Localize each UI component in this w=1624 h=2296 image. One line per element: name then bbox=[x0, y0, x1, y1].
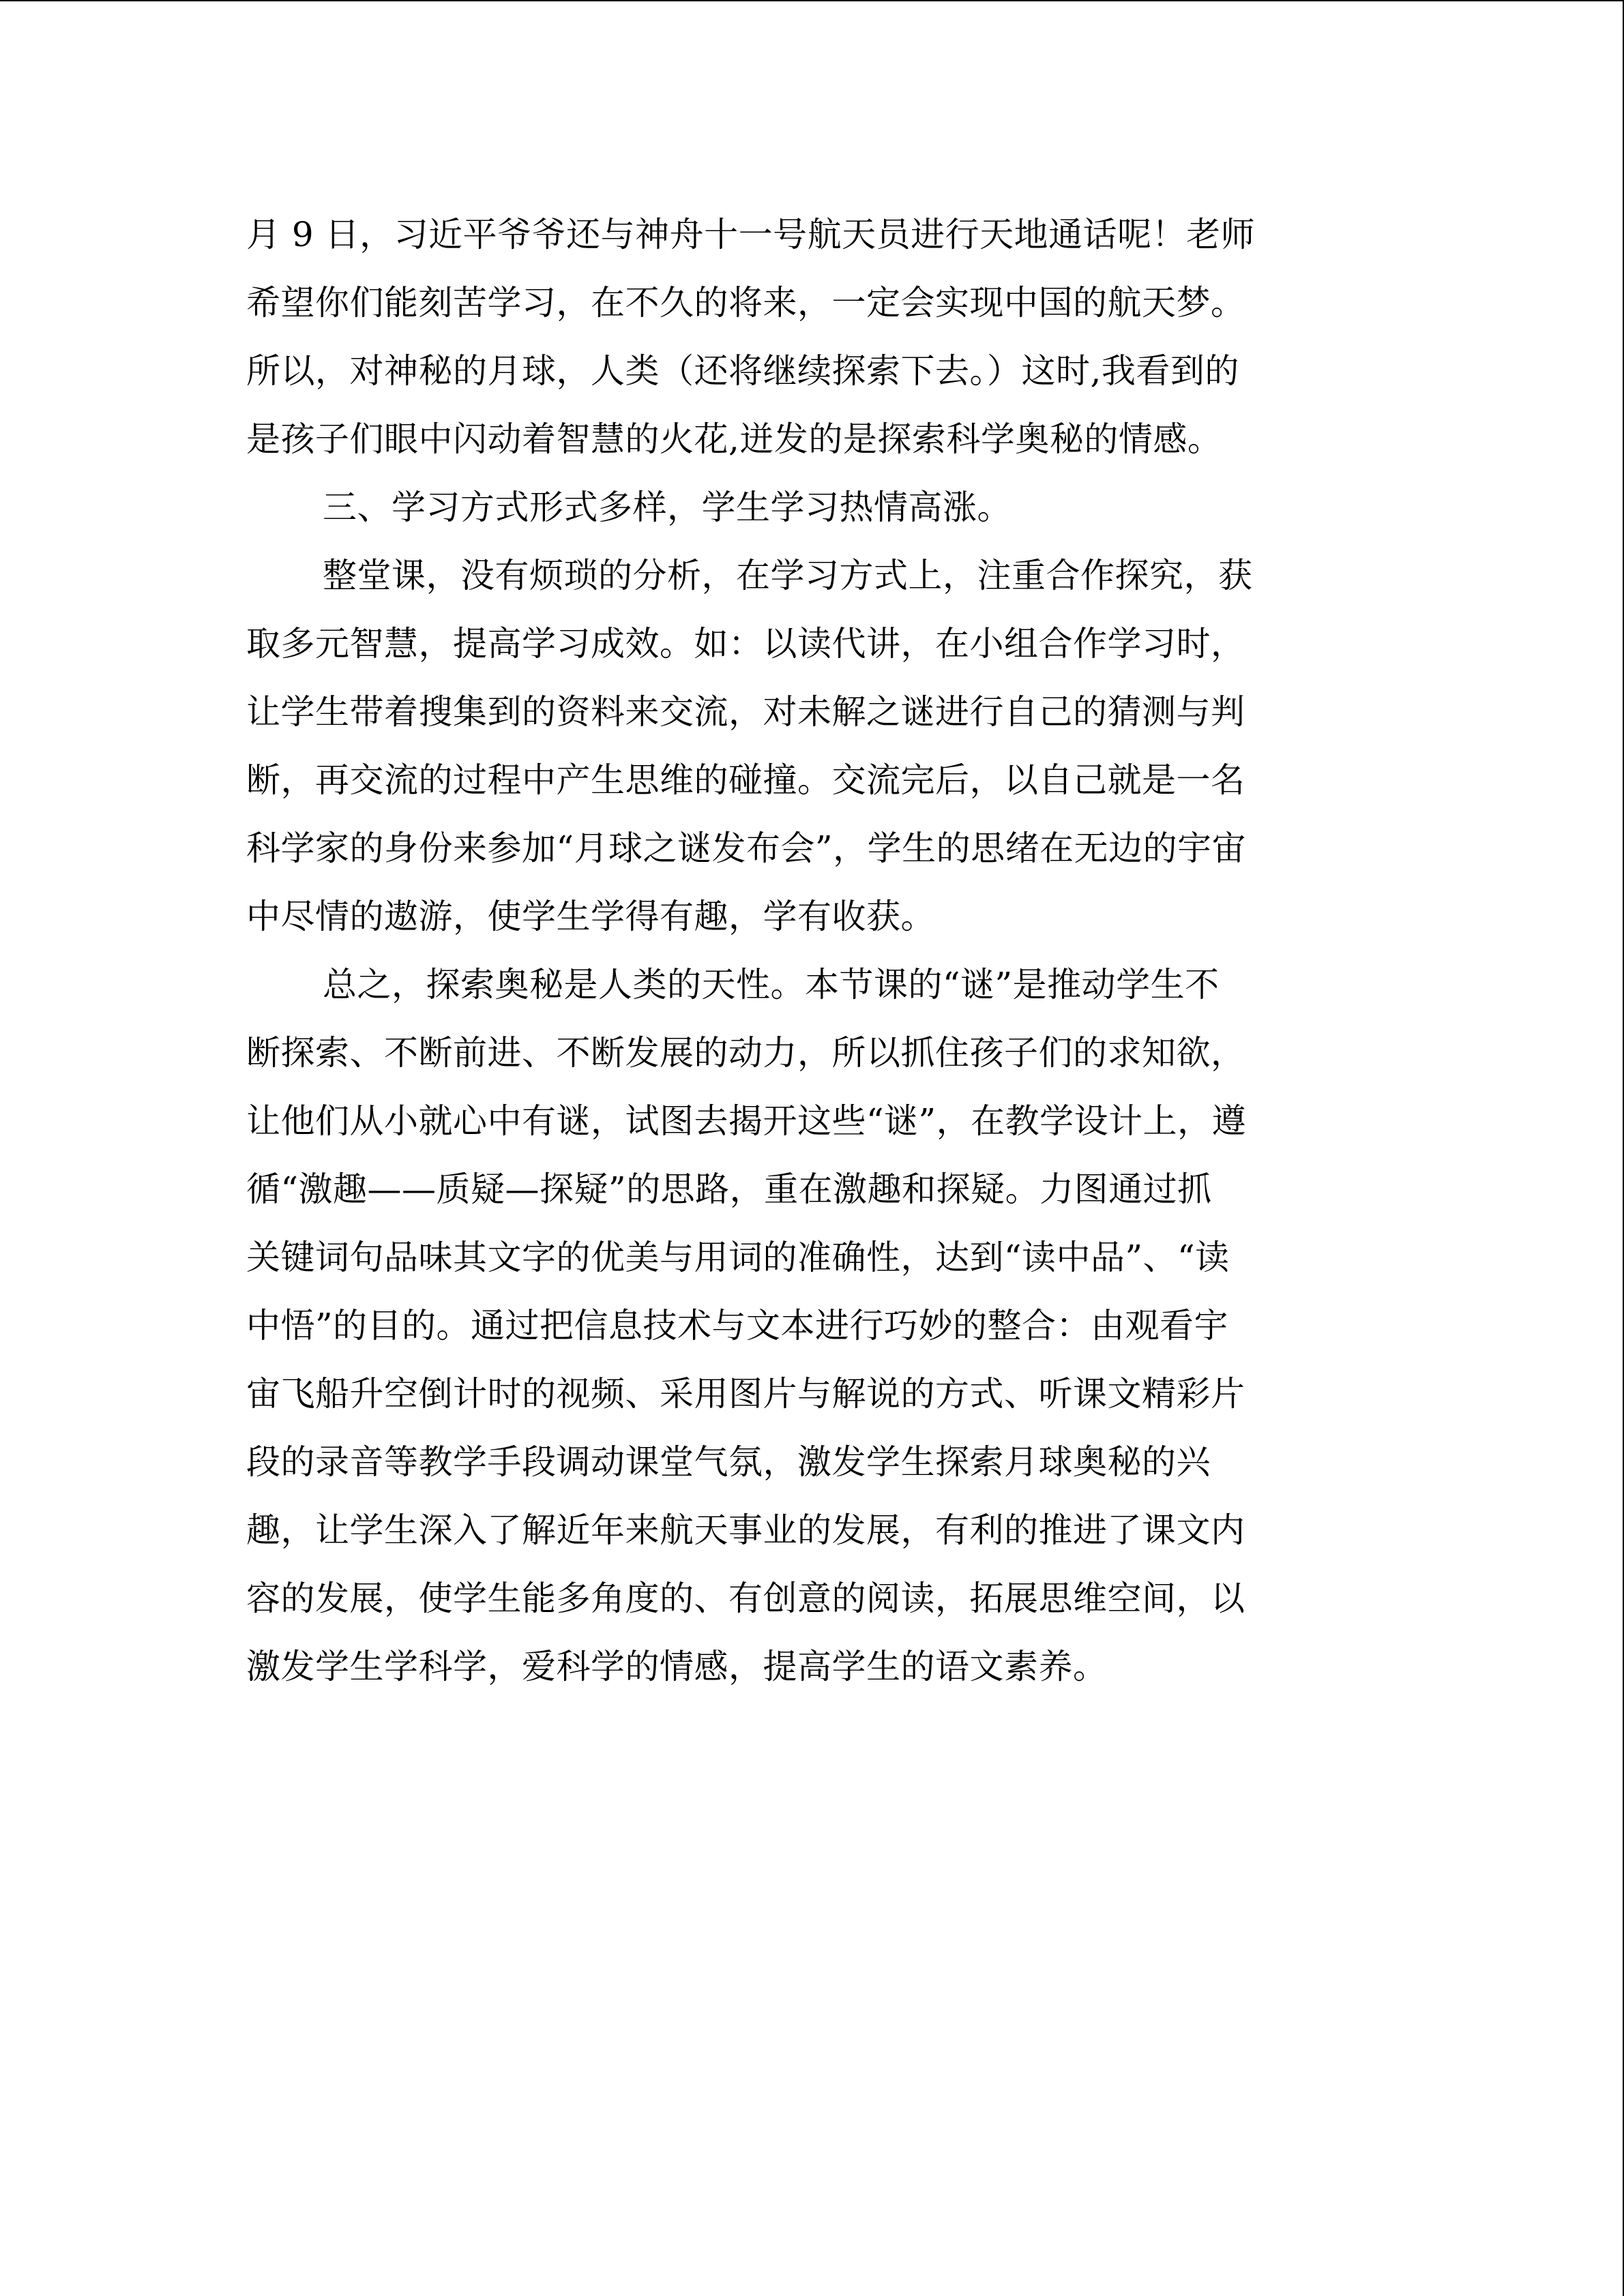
text-line: 段的录音等教学手段调动课堂气氛，激发学生探索月球奥秘的兴 bbox=[246, 1442, 1211, 1482]
text-line: 是孩子们眼中闪动着智慧的火花,迸发的是探索科学奥秘的情感。 bbox=[246, 419, 1222, 459]
text-line: 让学生带着搜集到的资料来交流，对未解之谜进行自己的猜测与判 bbox=[246, 692, 1245, 732]
text-line: 科学家的身份来参加“月球之谜发布会”，学生的思绪在无边的宇宙 bbox=[246, 829, 1247, 868]
text-line: 断，再交流的过程中产生思维的碰撞。交流完后，以自己就是一名 bbox=[246, 760, 1245, 800]
text-line: 趣，让学生深入了解近年来航天事业的发展，有利的推进了课文内 bbox=[246, 1510, 1245, 1550]
text-line: 希望你们能刻苦学习，在不久的将来，一定会实现中国的航天梦。 bbox=[246, 283, 1245, 323]
text-line: 循“激趣——质疑—探疑”的思路，重在激趣和探疑。力图通过抓 bbox=[246, 1169, 1212, 1209]
document-body bbox=[246, 200, 1378, 1701]
text-line: 所以，对神秘的月球，人类（还将继续探索下去。）这时,我看到的 bbox=[246, 351, 1239, 391]
section-heading: 三、学习方式形式多样，学生学习热情高涨。 bbox=[323, 488, 1012, 527]
paragraph-start-line: 整堂课，没有烦琐的分析，在学习方式上，注重合作探究，获 bbox=[323, 556, 1253, 595]
text-line: 激发学生学科学，爱科学的情感，提高学生的语文素养。 bbox=[246, 1647, 1108, 1686]
text-line: 宙飞船升空倒计时的视频、采用图片与解说的方式、听课文精彩片 bbox=[246, 1374, 1245, 1414]
text-line: 月 9 日，习近平爷爷还与神舟十一号航天员进行天地通话呢！老师 bbox=[246, 215, 1256, 254]
text-line: 中悟”的目的。通过把信息技术与文本进行巧妙的整合：由观看宇 bbox=[246, 1306, 1229, 1345]
text-line: 中尽情的遨游，使学生学得有趣，学有收获。 bbox=[246, 897, 935, 936]
text-line: 取多元智慧，提高学习成效。如：以读代讲，在小组合作学习时， bbox=[246, 624, 1245, 664]
text-line: 断探索、不断前进、不断发展的动力，所以抓住孩子们的求知欲， bbox=[246, 1033, 1245, 1073]
text-line: 关键词句品味其文字的优美与用词的准确性，达到“读中品”、“读 bbox=[246, 1238, 1230, 1277]
text-line: 让他们从小就心中有谜，试图去揭开这些“谜”，在教学设计上，遵 bbox=[246, 1101, 1247, 1141]
paragraph-start-line: 总之，探索奥秘是人类的天性。本节课的“谜”是推动学生不 bbox=[323, 965, 1220, 1004]
text-line: 容的发展，使学生能多角度的、有创意的阅读，拓展思维空间，以 bbox=[246, 1579, 1245, 1618]
